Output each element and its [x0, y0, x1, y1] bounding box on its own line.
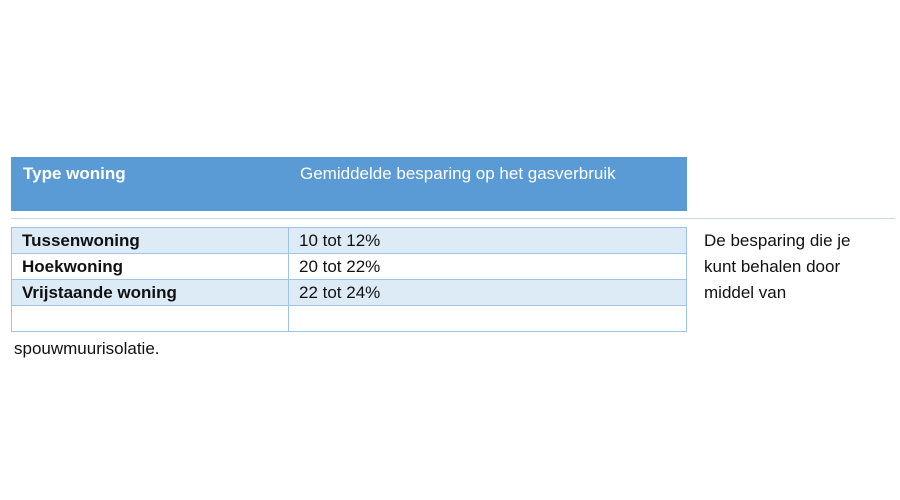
- paragraph-continuation: spouwmuurisolatie.: [14, 339, 160, 358]
- header-type-woning: Type woning: [23, 164, 126, 183]
- row-type-cell: [12, 306, 289, 332]
- table-row: [12, 254, 687, 280]
- row-saving-cell: 10 tot 12%: [289, 228, 687, 254]
- table-header-bar: [11, 157, 687, 211]
- clipped-link-line: [11, 363, 351, 369]
- header-gemiddelde-besparing: Gemiddelde besparing op het gasverbruik: [300, 164, 616, 183]
- side-paragraph: De besparing die je kunt behalen door middel van: [704, 231, 851, 302]
- row-saving-cell: 22 tot 24%: [289, 280, 687, 306]
- table-row: [12, 306, 687, 332]
- savings-table: [11, 227, 687, 332]
- clipped-link-glyphs: [11, 363, 351, 369]
- row-type-cell: Tussenwoning: [12, 228, 289, 254]
- table-row: [12, 228, 687, 254]
- row-type-cell: Hoekwoning: [12, 254, 289, 280]
- row-saving-cell: 20 tot 22%: [289, 254, 687, 280]
- divider-line: [11, 218, 895, 219]
- row-saving-cell: [289, 306, 687, 332]
- row-type-cell: Vrijstaande woning: [12, 280, 289, 306]
- table-row: [12, 280, 687, 306]
